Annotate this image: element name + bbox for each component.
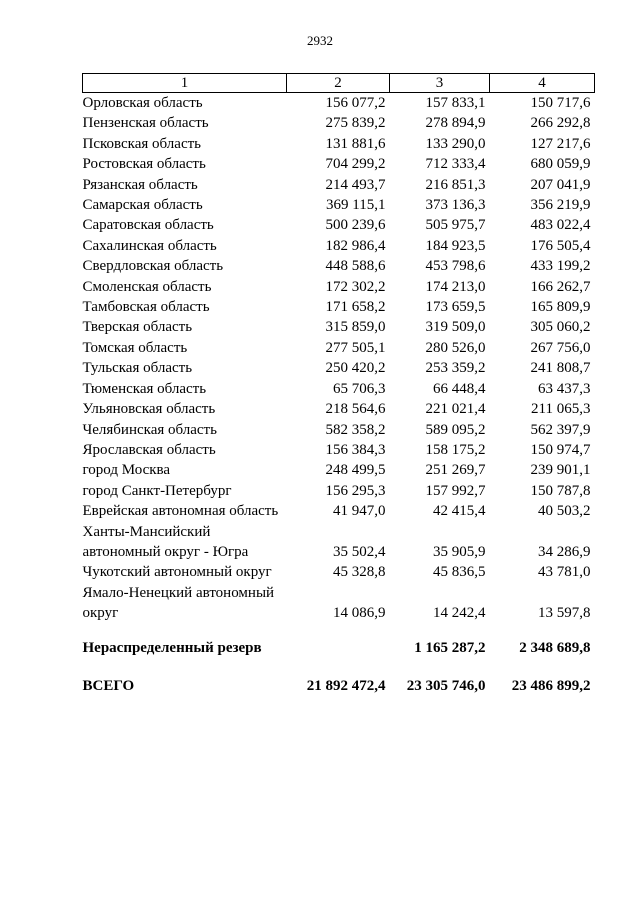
value-col-3: 66 448,4 — [433, 380, 486, 397]
value-col-3: 158 175,2 — [425, 441, 486, 458]
value-col-2: 21 892 472,4 — [306, 677, 386, 694]
value-col-3: 589 095,2 — [425, 421, 486, 438]
region-name: город Москва — [82, 462, 171, 479]
value-col-4: 40 503,2 — [538, 503, 591, 520]
region-name: Ямало-Ненецкий автономный округ — [82, 584, 275, 622]
value-col-4: 239 901,1 — [530, 462, 591, 479]
value-col-3: 133 290,0 — [425, 135, 486, 152]
region-name: Тюменская область — [82, 380, 207, 397]
region-name: Чукотский автономный округ — [82, 564, 272, 581]
value-col-4: 150 974,7 — [530, 441, 591, 458]
value-col-3: 157 992,7 — [425, 482, 486, 499]
value-col-2: 172 302,2 — [325, 278, 386, 295]
spacer-row — [83, 624, 595, 638]
value-col-2: 250 420,2 — [325, 360, 386, 377]
table-row — [83, 522, 595, 563]
table-row — [83, 420, 595, 440]
value-col-4: 127 217,6 — [530, 135, 591, 152]
value-col-4: 433 199,2 — [530, 258, 591, 275]
value-col-3: 23 305 746,0 — [406, 677, 486, 694]
table-row — [83, 277, 595, 297]
value-col-2: 14 086,9 — [333, 605, 386, 622]
region-name: Нераспределенный резерв — [82, 639, 262, 656]
region-name: Свердловская область — [82, 258, 224, 275]
value-col-3: 1 165 287,2 — [414, 639, 486, 656]
value-col-2: 182 986,4 — [325, 237, 386, 254]
region-name: Тамбовская область — [82, 299, 210, 316]
table-row — [83, 481, 595, 501]
value-col-2: 500 239,6 — [325, 217, 386, 234]
region-name: Ханты-Мансийский автономный округ - Югра — [82, 523, 249, 560]
table-row — [83, 175, 595, 195]
value-col-3: 319 509,0 — [425, 319, 486, 336]
column-header-3: 3 — [390, 74, 490, 93]
value-col-3: 216 851,3 — [425, 176, 486, 193]
region-name: Тульская область — [82, 360, 193, 377]
total-label: ВСЕГО — [82, 677, 135, 694]
value-col-2: 41 947,0 — [333, 503, 386, 520]
page-number: 2932 — [307, 33, 333, 48]
region-name: Рязанская область — [82, 176, 198, 193]
region-name: Челябинская область — [82, 421, 217, 438]
value-col-3: 453 798,6 — [425, 258, 486, 275]
value-col-3: 251 269,7 — [425, 462, 486, 479]
table-header-row — [83, 74, 595, 93]
region-name: Ульяновская область — [82, 401, 216, 418]
value-col-2: 248 499,5 — [325, 462, 386, 479]
value-col-4: 34 286,9 — [538, 543, 591, 560]
value-col-4: 13 597,8 — [538, 605, 591, 622]
spacer-row — [83, 658, 595, 676]
value-col-2: 704 299,2 — [325, 156, 386, 173]
value-col-3: 278 894,9 — [425, 115, 486, 132]
region-name: Еврейская автономная область — [82, 503, 279, 520]
value-col-4: 211 065,3 — [531, 401, 591, 418]
value-col-2: 277 505,1 — [325, 339, 386, 356]
table-row — [83, 583, 595, 624]
value-col-2 — [287, 638, 390, 658]
value-col-4: 23 486 899,2 — [511, 677, 591, 694]
value-col-4: 150 787,8 — [530, 482, 591, 499]
value-col-2: 156 077,2 — [325, 95, 386, 111]
table-row — [83, 358, 595, 378]
table-row — [83, 297, 595, 317]
reserve-row — [83, 638, 595, 658]
value-col-3: 14 242,4 — [433, 605, 486, 622]
table-row — [83, 134, 595, 154]
value-col-3: 505 975,7 — [425, 217, 486, 234]
region-name: Саратовская область — [82, 217, 214, 234]
value-col-4: 680 059,9 — [530, 156, 591, 173]
value-col-4: 150 717,6 — [530, 95, 591, 111]
value-col-4: 207 041,9 — [530, 176, 591, 193]
region-name: Самарская область — [82, 197, 203, 214]
table-row — [83, 215, 595, 235]
region-name: Смоленская область — [82, 278, 212, 295]
table-row — [83, 236, 595, 256]
value-col-2: 582 358,2 — [325, 421, 386, 438]
value-col-2: 315 859,0 — [325, 319, 386, 336]
value-col-3: 253 359,2 — [425, 360, 486, 377]
region-name: город Санкт-Петербург — [82, 482, 232, 499]
value-col-2: 275 839,2 — [325, 115, 386, 132]
table-row — [83, 195, 595, 215]
value-col-2: 214 493,7 — [325, 176, 386, 193]
value-col-4: 267 756,0 — [530, 339, 591, 356]
region-name: Тверская область — [82, 319, 193, 336]
value-col-4: 63 437,3 — [538, 380, 591, 397]
value-col-2: 171 658,2 — [325, 299, 386, 316]
value-col-3: 280 526,0 — [425, 339, 486, 356]
value-col-3: 173 659,5 — [425, 299, 486, 316]
value-col-3: 373 136,3 — [425, 197, 486, 214]
table-row — [83, 113, 595, 133]
total-row — [83, 676, 595, 696]
table-row — [83, 338, 595, 358]
value-col-4: 166 262,7 — [530, 278, 591, 295]
value-col-2: 45 328,8 — [333, 564, 386, 581]
table-row — [83, 256, 595, 276]
value-col-2: 218 564,6 — [325, 401, 386, 418]
value-col-2: 369 115,1 — [326, 197, 386, 214]
region-name: Сахалинская область — [82, 237, 217, 254]
value-col-3: 174 213,0 — [425, 278, 486, 295]
budget-table — [82, 73, 595, 696]
value-col-4: 562 397,9 — [530, 421, 591, 438]
value-col-2: 65 706,3 — [333, 380, 386, 397]
table-row — [83, 562, 595, 582]
value-col-3: 221 021,4 — [425, 401, 486, 418]
region-name: Ростовская область — [82, 156, 206, 173]
column-header-2: 2 — [287, 74, 390, 93]
column-header-4: 4 — [490, 74, 595, 93]
value-col-3: 157 833,1 — [425, 95, 486, 111]
value-col-2: 448 588,6 — [325, 258, 386, 275]
value-col-4: 176 505,4 — [530, 237, 591, 254]
value-col-3: 35 905,9 — [433, 543, 486, 560]
table-row — [83, 93, 595, 114]
value-col-4: 241 808,7 — [530, 360, 591, 377]
table-row — [83, 379, 595, 399]
value-col-3: 184 923,5 — [425, 237, 486, 254]
value-col-4: 165 809,9 — [530, 299, 591, 316]
value-col-4: 266 292,8 — [530, 115, 591, 132]
value-col-4: 483 022,4 — [530, 217, 591, 234]
region-name: Ярославская область — [82, 441, 216, 458]
column-header-1: 1 — [83, 74, 287, 93]
value-col-3: 45 836,5 — [433, 564, 486, 581]
value-col-4: 305 060,2 — [530, 319, 591, 336]
region-name: Пензенская область — [82, 115, 209, 132]
value-col-2: 156 295,3 — [325, 482, 386, 499]
region-name: Псковская область — [82, 135, 201, 152]
table-row — [83, 501, 595, 521]
table-row — [83, 460, 595, 480]
value-col-4: 2 348 689,8 — [519, 639, 591, 656]
value-col-4: 43 781,0 — [538, 564, 591, 581]
table-row — [83, 440, 595, 460]
region-name: Томская область — [82, 339, 188, 356]
table-row — [83, 154, 595, 174]
table-row — [83, 399, 595, 419]
table-row — [83, 317, 595, 337]
value-col-4: 356 219,9 — [530, 197, 591, 214]
value-col-3: 42 415,4 — [433, 503, 486, 520]
region-name: Орловская область — [82, 95, 203, 111]
value-col-2: 131 881,6 — [325, 135, 386, 152]
value-col-2: 35 502,4 — [333, 543, 386, 560]
value-col-2: 156 384,3 — [325, 441, 386, 458]
value-col-3: 712 333,4 — [425, 156, 486, 173]
